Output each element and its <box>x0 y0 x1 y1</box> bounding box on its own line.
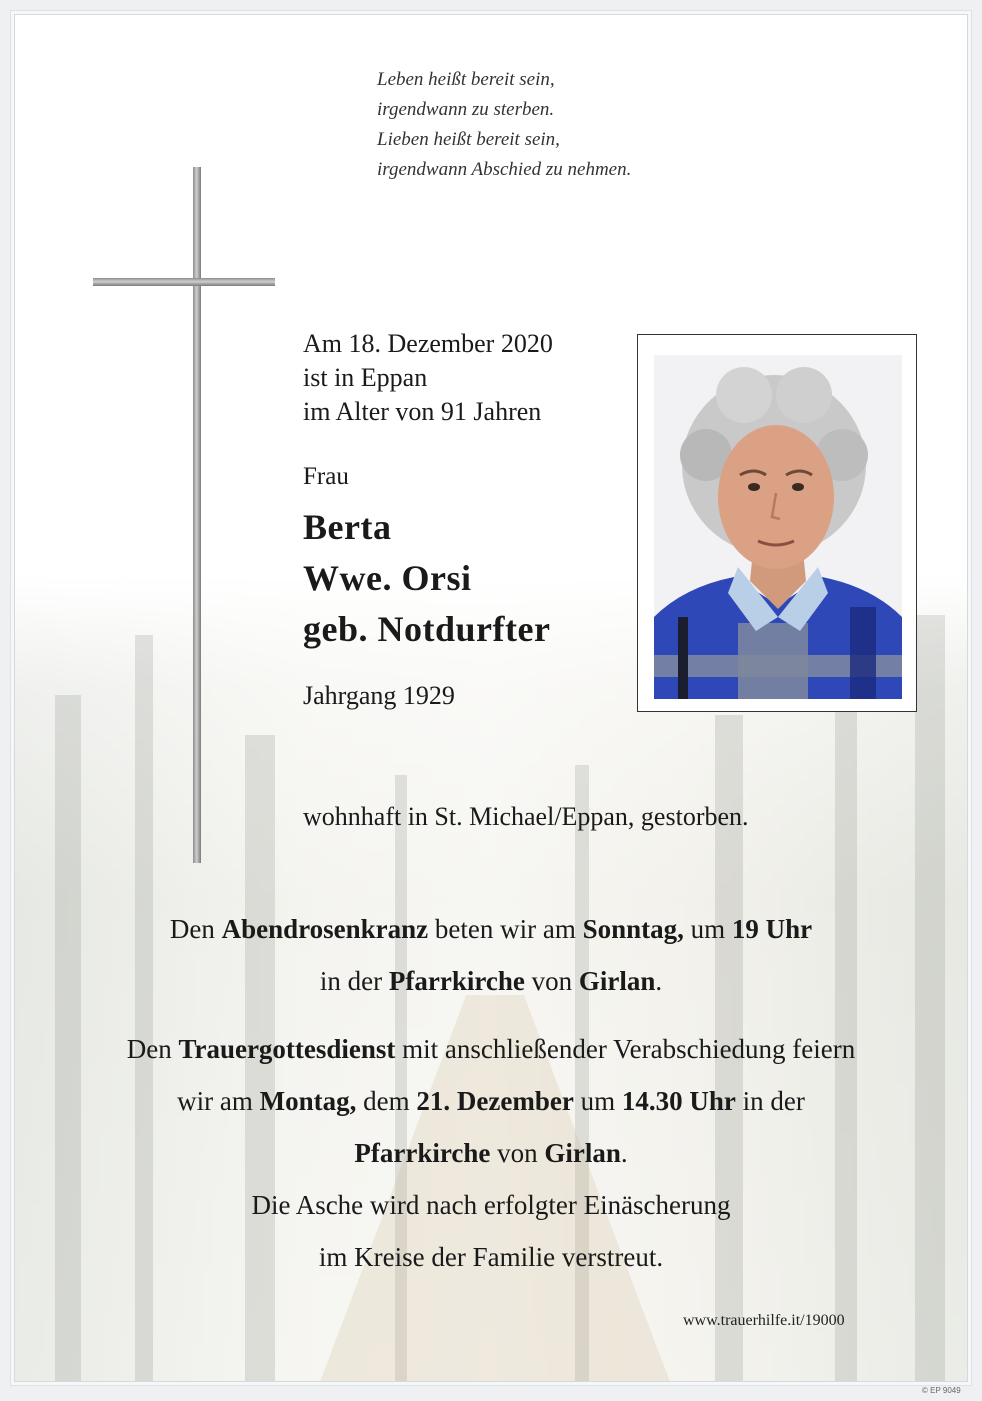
funeral-line-2: wir am Montag, dem 21. Dezember um 14.30 Uhr in der <box>177 1086 805 1116</box>
ashes-line-1: Die Asche wird nach erfolgter Einäscherung <box>251 1190 731 1220</box>
birth-name: geb. Notdurfter <box>303 609 551 649</box>
cross-bar <box>93 278 275 286</box>
portrait-photo <box>654 355 902 699</box>
rosary-line-1: Den Abendrosenkranz beten wir am Sonntag, um 19 Uhr <box>169 914 813 944</box>
salutation: Frau <box>303 463 349 490</box>
deceased-name <box>303 502 550 655</box>
service-details <box>15 903 967 1283</box>
birth-year: Jahrgang 1929 <box>303 681 455 710</box>
first-name: Berta <box>303 507 392 547</box>
print-code: © EP 9049 <box>922 1386 961 1395</box>
quote-line-4: irgendwann Abschied zu nehmen. <box>377 159 632 180</box>
funeral-line-1: Den Trauergottesdienst mit anschließender Verabschiedung feiern <box>126 1034 856 1064</box>
age-at-death: im Alter von 91 Jahren <box>303 397 542 426</box>
quote-line-2: irgendwann zu sterben. <box>377 99 555 120</box>
rosary-line-2: in der Pfarrkirche von Girlan. <box>319 966 663 996</box>
death-announcement <box>303 327 553 429</box>
quote-line-1: Leben heißt bereit sein, <box>377 69 555 90</box>
funeral-line-3: Pfarrkirche von Girlan. <box>354 1138 628 1168</box>
ashes-line-2: im Kreise der Familie verstreut. <box>318 1242 664 1272</box>
website-link[interactable]: www.trauerhilfe.it/19000 <box>683 1312 845 1329</box>
quote-line-3: Lieben heißt bereit sein, <box>377 129 560 150</box>
death-date: Am 18. Dezember 2020 <box>303 329 553 358</box>
cross-icon <box>193 167 201 863</box>
quote <box>377 65 631 185</box>
portrait-frame <box>637 334 917 712</box>
widow-name: Wwe. Orsi <box>303 558 472 598</box>
residence-line: wohnhaft in St. Michael/Eppan, gestorben. <box>303 802 749 831</box>
portrait-image <box>654 355 902 699</box>
death-place: ist in Eppan <box>303 363 428 392</box>
obituary-card <box>14 14 968 1382</box>
